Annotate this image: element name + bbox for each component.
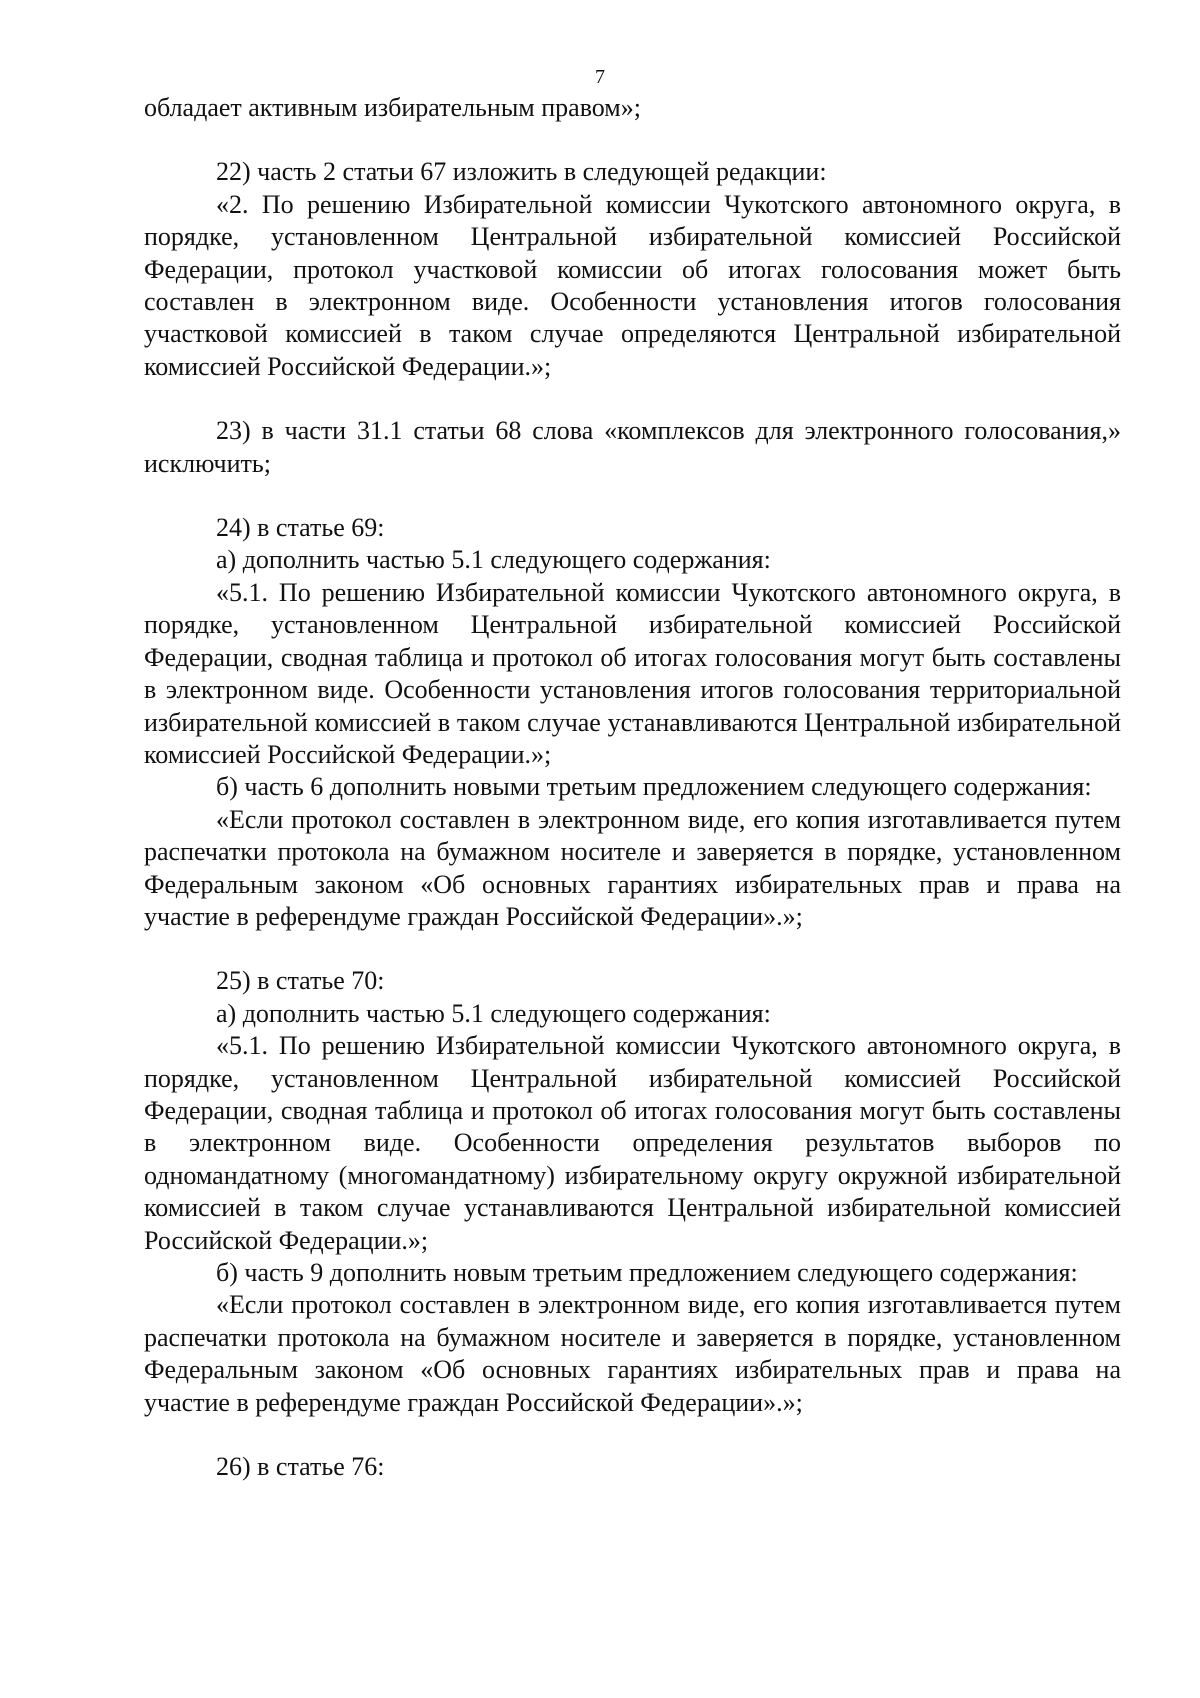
sub-item-a: а) дополнить частью 5.1 следующего содержания: [216, 545, 771, 575]
quoted-amendment: «5.1. По решению Избирательной комиссии Чукотского автономного округа, в порядке, установленном Центральной избирательной комиссией Российской Федерации, сводная таблица и протокол об итогах голосования могут быть составлены в электронном виде. Особенности определения результатов выборов по одномандатному (многомандатному) избирательному округу окружной избирательной комиссией в таком случае устанавливаются Центральной избирательной комиссией Российской Федерации.»; [144, 1031, 1121, 1255]
sub-item-a: а) дополнить частью 5.1 следующего содержания: [216, 998, 771, 1028]
quoted-amendment: «Если протокол составлен в электронном виде, его копия изготавливается путем распечатки протокола на бумажном носителе и заверяется в порядке, установленном Федеральным законом «Об основных гарантиях избирательных прав и права на участие в референдуме граждан Российской Федерации».»; [144, 804, 1121, 931]
document-body [144, 92, 1121, 1483]
quoted-amendment: «5.1. По решению Избирательной комиссии Чукотского автономного округа, в порядке, установленном Центральной избирательной комиссией Российской Федерации, сводная таблица и протокол об итогах голосования могут быть составлены в электронном виде. Особенности установления итогов голосования территориальной избирательной комиссией в таком случае устанавливаются Центральной избирательной комиссией Российской Федерации.»; [144, 577, 1121, 769]
paragraph-item-25: 25) в статье 70: [216, 966, 385, 996]
page-number: 7 [595, 66, 605, 88]
paragraph-item-22: 22) часть 2 статьи 67 изложить в следующей редакции: [216, 157, 827, 187]
paragraph-item-23: 23) в части 31.1 статьи 68 слова «комплексов для электронного голосования,» исключить; [144, 416, 1121, 478]
sub-item-b: б) часть 6 дополнить новыми третьим предложением следующего содержания: [216, 772, 1092, 802]
quoted-amendment: «Если протокол составлен в электронном виде, его копия изготавливается путем распечатки протокола на бумажном носителе и заверяется в порядке, установленном Федеральным законом «Об основных гарантиях избирательных прав и права на участие в референдуме граждан Российской Федерации».»; [144, 1290, 1121, 1417]
paragraph-item-24: 24) в статье 69: [216, 513, 385, 543]
quoted-amendment: «2. По решению Избирательной комиссии Чукотского автономного округа, в порядке, установленном Центральной избирательной комиссией Российской Федерации, протокол участковой комиссии об итогах голосования может быть составлен в электронном виде. Особенности установления итогов голосования участковой комиссией в таком случае определяются Центральной избирательной комиссией Российской Федерации.»; [144, 189, 1121, 381]
paragraph: обладает активным избирательным правом»; [144, 93, 641, 122]
paragraph-item-26: 26) в статье 76: [216, 1452, 385, 1482]
sub-item-b: б) часть 9 дополнить новым третьим предложением следующего содержания: [216, 1258, 1078, 1287]
